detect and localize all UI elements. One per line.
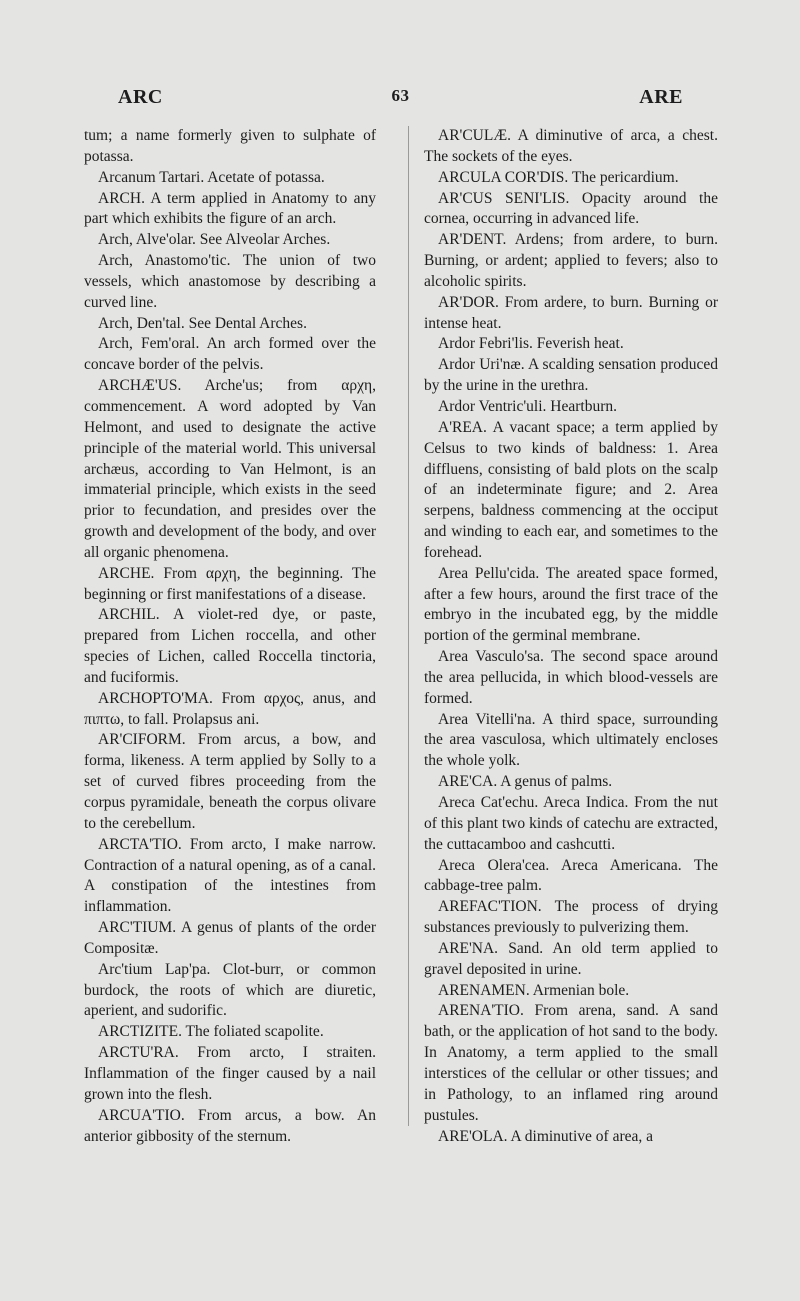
dictionary-entry: ARCTIZITE. The foliated scapolite. <box>98 1023 324 1041</box>
dictionary-entry: AR'CULÆ. A diminutive of arca, a chest. The sockets of the eyes. <box>424 127 718 165</box>
dictionary-entry: Area Vitelli'na. A third space, surrounding the area vasculosa, which ultimately encloses the whole yolk. <box>424 710 718 770</box>
dictionary-entry: ARE'NA. Sand. An old term applied to gravel deposited in urine. <box>424 939 718 978</box>
dictionary-entry: Arch, Alve'olar. See Alveolar Arches. <box>98 231 331 249</box>
dictionary-entry: ARCHIL. A violet-red dye, or paste, prepared from Lichen roccella, and other species of Lichen, called Roccella tinctoria, and fuciformis. <box>84 606 376 686</box>
dictionary-entry: Ardor Uri'næ. A scalding sensation produced by the urine in the urethra. <box>424 356 718 395</box>
column-divider <box>408 126 409 1126</box>
dictionary-entry: ARCUA'TIO. From arcus, a bow. An anterior gibbosity of the sternum. <box>84 1106 376 1145</box>
dictionary-entry: AR'DOR. From ardere, to burn. Burning or intense heat. <box>424 293 718 332</box>
dictionary-entry: ARC'TIUM. A genus of plants of the order Compositæ. <box>84 919 376 957</box>
dictionary-entry: ARCH. A term applied in Anatomy to any part which exhibits the figure of an arch. <box>84 189 376 228</box>
dictionary-entry: Arch, Anastomo'tic. The union of two vessels, which anastomose by describing a curved line. <box>84 252 376 311</box>
dictionary-entry: Area Vasculo'sa. The second space around the area pellucida, in which blood-vessels are formed. <box>424 648 718 707</box>
dictionary-entry: AR'CUS SENI'LIS. Opacity around the cornea, occurring in advanced life. <box>424 189 718 228</box>
dictionary-entry: Arch, Den'tal. See Dental Arches. <box>98 314 307 332</box>
dictionary-entry: Arc'tium Lap'pa. Clot-burr, or common burdock, the roots of which are diuretic, aperient, and sudorific. <box>84 960 376 1020</box>
dictionary-entry: AR'DENT. Ardens; from ardere, to burn. Burning, or ardent; applied to fevers; also to alcoholic spirits. <box>424 231 718 290</box>
dictionary-entry: ARCHOPTO'MA. From αρχος, anus, and πιπτω, to fall. Prolapsus ani. <box>84 689 376 728</box>
dictionary-entry: Area Pellu'cida. The areated space formed, after a few hours, around the first trace of the embryo in the incubated egg, by the middle portion of the germinal membrane. <box>424 564 718 645</box>
dictionary-entry: ARCULA COR'DIS. The pericardium. <box>438 168 679 186</box>
dictionary-entry: Ardor Ventric'uli. Heartburn. <box>438 397 617 415</box>
dictionary-entry: A'REA. A vacant space; a term applied by Celsus to two kinds of baldness: 1. Area diffluens, consisting of bald plots on the scalp of an indeterminate figure; and 2. Area serpens, baldness commencing at the occiput and winding to each ear, and sometimes to the forehead. <box>424 418 718 561</box>
dictionary-entry: tum; a name formerly given to sulphate of potassa. <box>84 127 376 165</box>
dictionary-entry: Areca Cat'echu. Areca Indica. From the nut of this plant two kinds of catechu are extracted, the cuttacamboo and cashcutti. <box>424 794 718 853</box>
header-left-guide-word: ARC <box>118 86 163 108</box>
dictionary-entry: Areca Olera'cea. Areca Americana. The cabbage-tree palm. <box>424 856 718 895</box>
dictionary-entry: ARCHÆ'US. Arche'us; from αρχη, commencement. A word adopted by Van Helmont, and used to designate the active principle of the material world. This universal archæus, according to Van Helmont, is an immaterial principle, which exists in the seed prior to fecundation, and presides over the growth and development of the body, and over all organic phenomena. <box>84 377 376 561</box>
dictionary-entry: ARE'CA. A genus of palms. <box>438 773 613 791</box>
dictionary-entry: Ardor Febri'lis. Feverish heat. <box>438 335 624 353</box>
dictionary-entry: ARCHE. From αρχη, the beginning. The beginning or first manifestations of a disease. <box>84 564 376 603</box>
dictionary-entry: ARENAMEN. Armenian bole. <box>438 981 630 999</box>
dictionary-entry: ARENA'TIO. From arena, sand. A sand bath, or the application of hot sand to the body. In Anatomy, a term applied to the small interstices of the cellular or other tissues; and in Pathology, to an inflamed ring around pustules. <box>424 1002 718 1124</box>
dictionary-entry: ARCTU'RA. From arcto, I straiten. Inflammation of the finger caused by a nail grown into the flesh. <box>84 1044 376 1103</box>
header-right-guide-word: ARE <box>639 86 683 108</box>
dictionary-entry: AREFAC'TION. The process of drying substances previously to pulverizing them. <box>424 898 718 937</box>
right-column <box>424 126 718 1147</box>
page-number: 63 <box>391 86 410 105</box>
dictionary-entry: Arcanum Tartari. Acetate of potassa. <box>98 168 325 186</box>
running-header <box>118 86 683 112</box>
dictionary-entry: ARCTA'TIO. From arcto, I make narrow. Contraction of a natural opening, as of a canal. A constipation of the intestines from inflammation. <box>84 835 376 916</box>
left-column <box>84 126 376 1147</box>
dictionary-entry: AR'CIFORM. From arcus, a bow, and forma, likeness. A term applied by Solly to a set of curved fibres proceeding from the corpus pyramidale, beneath the corpus olivare to the cerebellum. <box>84 731 376 832</box>
dictionary-entry: Arch, Fem'oral. An arch formed over the concave border of the pelvis. <box>84 335 376 374</box>
dictionary-entry: ARE'OLA. A diminutive of area, a <box>438 1127 654 1145</box>
